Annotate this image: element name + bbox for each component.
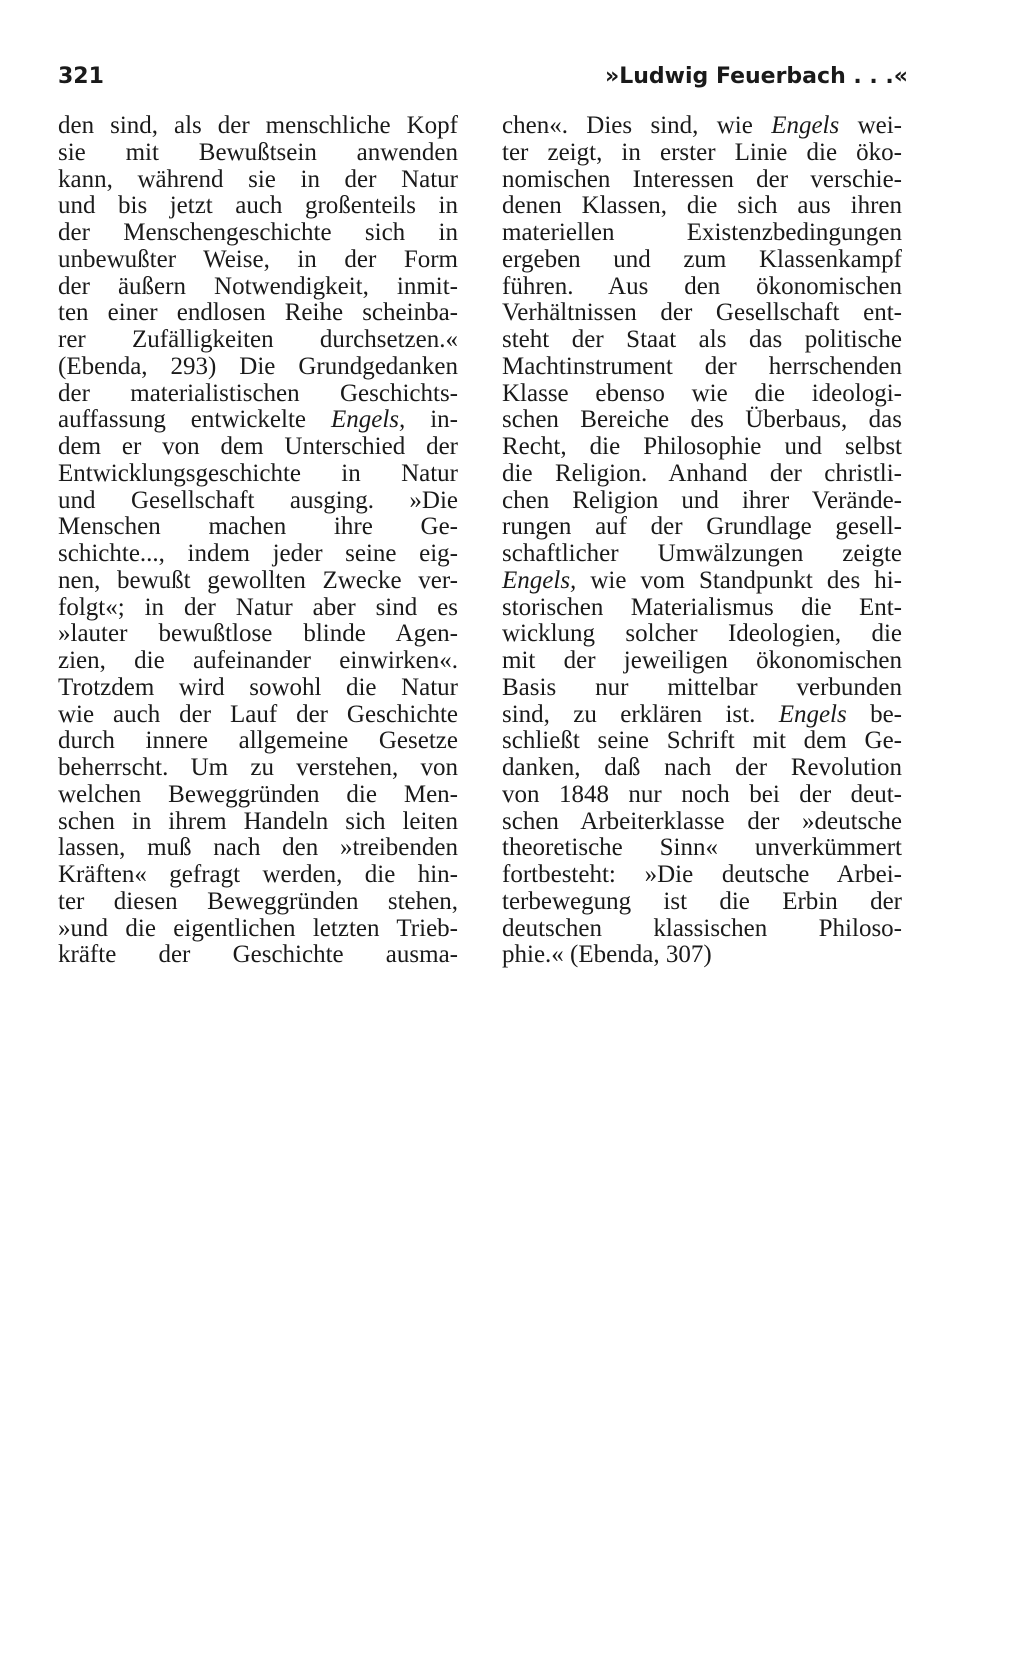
text-line: chen«. Dies sind, wie Engels wei- — [502, 112, 903, 139]
text-line: wie auch der Lauf der Geschichte — [58, 700, 458, 728]
text-line: von 1848 nur noch bei der deut- — [502, 780, 902, 808]
text-line: Menschen machen ihre Ge- — [58, 513, 458, 541]
text-line: der äußern Notwendigkeit, inmit- — [58, 272, 458, 300]
text-line: phie.« (Ebenda, 307) — [502, 941, 712, 969]
text-line: materiellen Existenzbedingungen — [502, 219, 902, 246]
text-line: unbewußter Weise, in der Form — [58, 245, 458, 273]
text-line: Klasse ebenso wie die ideologi- — [502, 379, 902, 407]
text-line: lassen, muß nach den »treibenden — [58, 834, 458, 862]
text-line: welchen Beweggründen die Men- — [58, 780, 458, 808]
text-line: zien, die aufeinander einwirken«. — [58, 647, 458, 674]
running-title: »Ludwig Feuerbach . . .« — [605, 64, 908, 89]
text-line: wicklung solcher Ideologien, die — [502, 620, 902, 648]
text-line: schen Bereiche des Überbaus, das — [502, 406, 902, 434]
text-line: ter zeigt, in erster Linie die öko- — [502, 138, 902, 166]
text-line: nomischen Interessen der verschie- — [502, 165, 902, 193]
text-line: Verhältnissen der Gesellschaft ent- — [502, 299, 902, 327]
text-line: schließt seine Schrift mit dem Ge- — [502, 727, 902, 755]
text-line: Basis nur mittelbar verbunden — [502, 673, 902, 701]
text-line: beherrscht. Um zu verstehen, von — [58, 754, 458, 781]
text-line: terbewegung ist die Erbin der — [502, 887, 902, 915]
text-line: schen Arbeiterklasse der »deutsche — [502, 807, 902, 835]
text-line: rungen auf der Grundlage gesell- — [502, 513, 902, 541]
text-line: theoretische Sinn« unverkümmert — [502, 834, 902, 862]
text-line: Engels, wie vom Standpunkt des hi- — [502, 566, 902, 594]
text-line: dem er von dem Unterschied der — [58, 433, 458, 460]
text-line: schaftlicher Umwälzungen zeigte — [502, 540, 902, 567]
text-line: storischen Materialismus die Ent- — [502, 593, 902, 621]
text-line: (Ebenda, 293) Die Grundgedanken — [58, 352, 458, 380]
text-line: den sind, als der menschliche Kopf — [58, 112, 458, 139]
text-line: danken, daß nach der Revolution — [502, 754, 902, 781]
text-line: rer Zufälligkeiten durchsetzen.« — [58, 326, 458, 353]
running-head — [58, 60, 908, 94]
text-line: durch innere allgemeine Gesetze — [58, 727, 458, 755]
text-line: der materialistischen Geschichts- — [58, 379, 458, 407]
text-line: schichte..., indem jeder seine eig- — [58, 540, 458, 567]
text-line: führen. Aus den ökonomischen — [502, 272, 902, 300]
text-line: auffassung entwickelte Engels, in- — [58, 406, 458, 434]
text-column-left — [58, 113, 458, 969]
text-line: denen Klassen, die sich aus ihren — [502, 192, 902, 220]
text-line: Kräften« gefragt werden, die hin- — [58, 861, 458, 888]
page-number: 321 — [58, 64, 104, 89]
text-line: fortbesteht: »Die deutsche Arbei- — [502, 861, 902, 888]
text-line: chen Religion und ihrer Verände- — [502, 486, 902, 514]
text-line: steht der Staat als das politische — [502, 326, 902, 353]
text-line: Entwicklungsgeschichte in Natur — [58, 459, 458, 487]
text-line: und Gesellschaft ausging. »Die — [58, 486, 458, 514]
text-line: Trotzdem wird sowohl die Natur — [58, 673, 458, 701]
text-line: »lauter bewußtlose blinde Agen- — [58, 620, 458, 648]
text-line: Machtinstrument der herrschenden — [502, 352, 902, 380]
text-line: nen, bewußt gewollten Zwecke ver- — [58, 566, 458, 594]
text-line: ter diesen Beweggründen stehen, — [58, 887, 458, 915]
text-line: sie mit Bewußtsein anwenden — [58, 138, 458, 166]
text-line: folgt«; in der Natur aber sind es — [58, 593, 458, 621]
text-line: schen in ihrem Handeln sich leiten — [58, 807, 458, 835]
text-line: mit der jeweiligen ökonomischen — [502, 647, 902, 674]
text-line: und bis jetzt auch großenteils in — [58, 192, 458, 220]
text-line: die Religion. Anhand der christli- — [502, 459, 902, 487]
text-line: ten einer endlosen Reihe scheinba- — [58, 299, 458, 327]
text-line: ergeben und zum Klassenkampf — [502, 245, 902, 273]
text-line: deutschen klassischen Philoso- — [502, 914, 902, 942]
text-line: kräfte der Geschichte ausma- — [58, 941, 458, 969]
text-line: Recht, die Philosophie und selbst — [502, 433, 902, 460]
text-column-right — [502, 113, 902, 969]
text-line: »und die eigentlichen letzten Trieb- — [58, 914, 458, 942]
text-line: kann, während sie in der Natur — [58, 165, 458, 193]
text-line: sind, zu erklären ist. Engels be- — [502, 700, 903, 728]
text-line: der Menschengeschichte sich in — [58, 219, 458, 246]
